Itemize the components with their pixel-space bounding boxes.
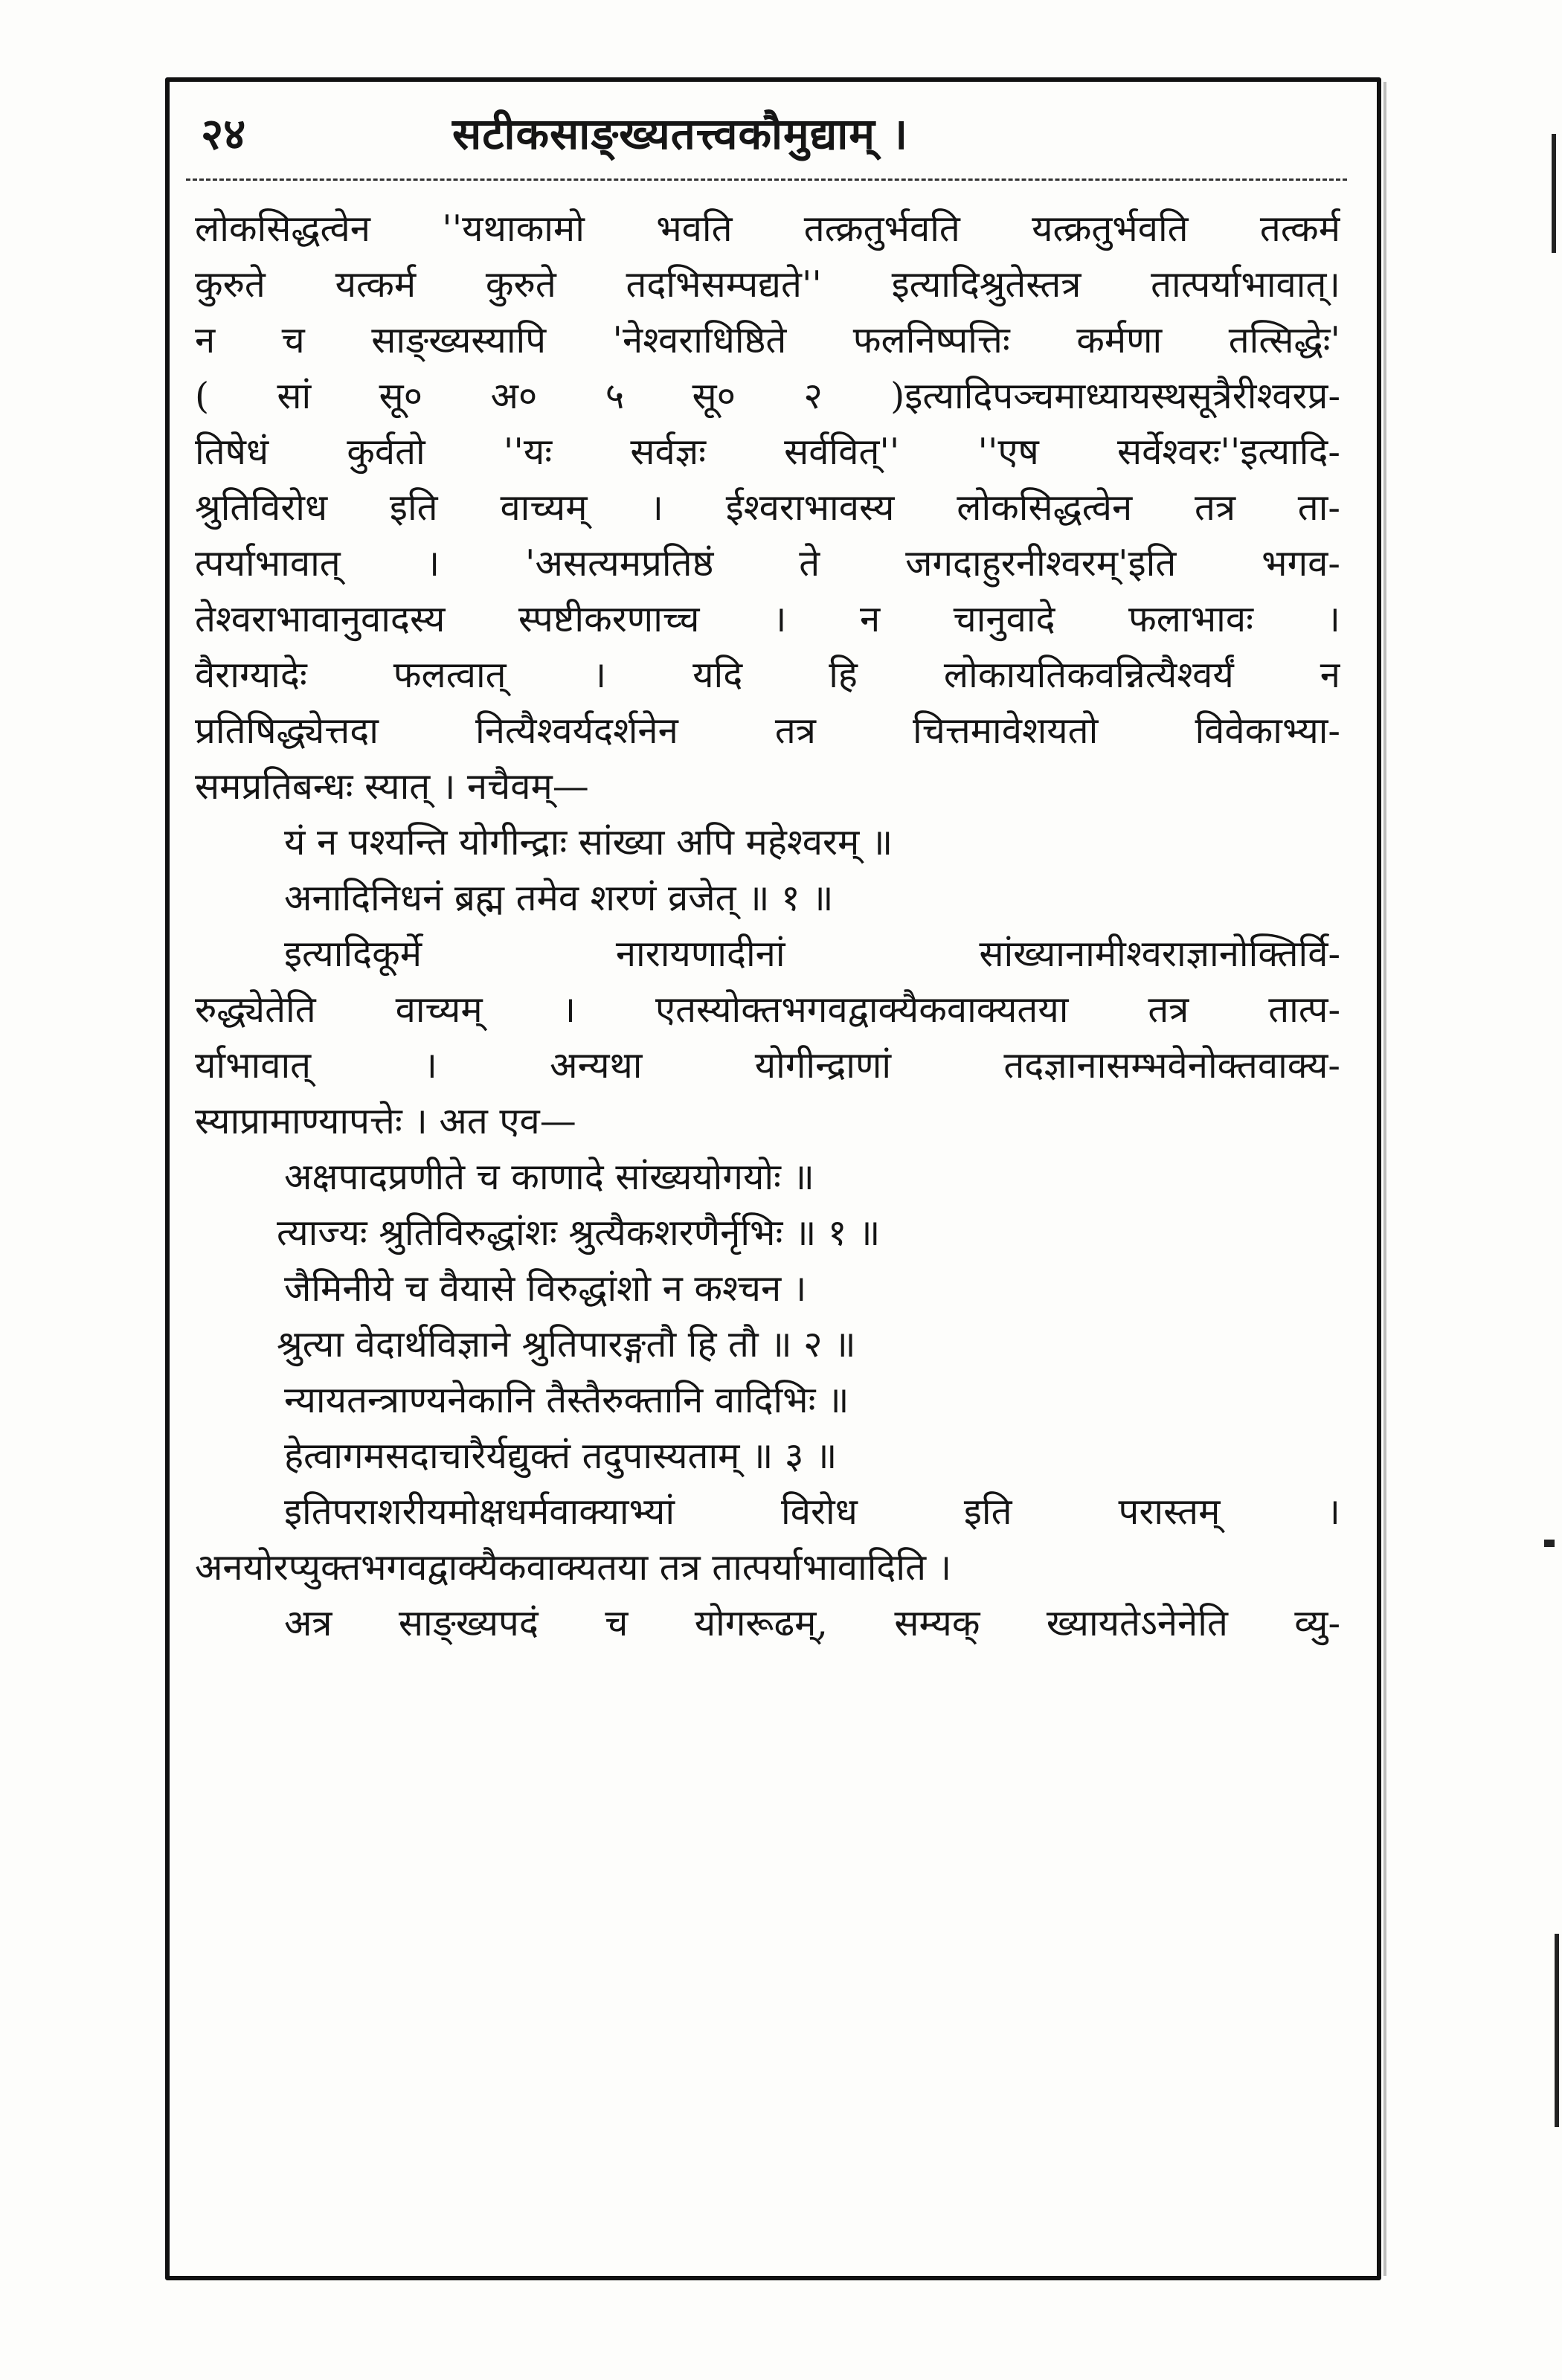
text-line: न च साङ्ख्यस्यापि 'नेश्वराधिष्ठिते फलनिष्पत्तिः कर्मणा तत्सिद्धेः' [195, 319, 1340, 361]
text-line: वैराग्यादेः फलत्वात् । यदि हि लोकायतिकवन्नित्यैश्वर्यं न [195, 654, 1340, 696]
text-line: समप्रतिबन्धः स्यात् । नचैवम्— [195, 765, 589, 808]
scan-edge-mark [1552, 134, 1556, 253]
text-line: इतिपराशरीयमोक्षधर्मवाक्याभ्यां विरोध इति परास्तम् । [284, 1490, 1340, 1533]
page-header [170, 82, 1377, 178]
text-line: त्पर्याभावात् । 'असत्यमप्रतिष्ठं ते जगदाहुरनीश्वरम्'इति भगव- [195, 542, 1340, 585]
scan-edge-mark [1555, 1934, 1559, 2127]
text-line: कुरुते यत्कर्म कुरुते तदभिसम्पद्यते'' इत्यादिश्रुतेस्तत्र तात्पर्याभावात्। [195, 263, 1340, 306]
page-border-frame [165, 77, 1381, 2280]
verse-line: अनादिनिधनं ब्रह्म तमेव शरणं व्रजेत् ॥ १ ॥ [284, 877, 834, 919]
header-dashed-rule [186, 178, 1347, 181]
text-line: तिषेधं कुर्वतो ''यः सर्वज्ञः सर्ववित्'' ''एष सर्वेश्वरः''इत्यादि- [195, 431, 1340, 473]
verse-line: श्रुत्या वेदार्थविज्ञाने श्रुतिपारङ्गतौ हि तौ ॥ २ ॥ [277, 1323, 856, 1366]
verse-line: त्याज्यः श्रुतिविरुद्धांशः श्रुत्यैकशरणैर्नृभिः ॥ १ ॥ [277, 1212, 881, 1254]
text-line: श्रुतिविरोध इति वाच्यम् । ईश्वराभावस्य लोकसिद्धत्वेन तत्र ता- [195, 486, 1340, 529]
text-line: रुद्ध्येतेति वाच्यम् । एतस्योक्तभगवद्वाक्यैकवाक्यतया तत्र तात्प- [195, 988, 1340, 1031]
text-line: प्रतिषिद्ध्येत्तदा नित्यैश्वर्यदर्शनेन तत्र चित्तमावेशयतो विवेकाभ्या- [195, 710, 1340, 752]
text-line: अत्र साङ्ख्यपदं च योगरूढम्, सम्यक् ख्यायतेऽनेनेति व्यु- [284, 1602, 1340, 1644]
text-line: लोकसिद्धत्वेन ''यथाकामो भवति तत्क्रतुर्भवति यत्क्रतुर्भवति तत्कर्म [195, 208, 1340, 250]
page-number: २४ [201, 109, 246, 159]
body-text [195, 201, 1340, 1651]
text-line: तेश्वराभावानुवादस्य स्पष्टीकरणाच्च । न चानुवादे फलाभावः । [195, 598, 1340, 640]
frame-shadow-line [1383, 82, 1386, 2276]
text-line: स्याप्रामाण्यापत्तेः । अत एव— [195, 1100, 576, 1142]
scan-edge-mark [1544, 1540, 1555, 1547]
verse-line: हेत्वागमसदाचारैर्यद्युक्तं तदुपास्यताम् ॥ ३ ॥ [284, 1435, 838, 1477]
verse-line: न्यायतन्त्राण्यनेकानि तैस्तैरुक्तानि वादिभिः ॥ [284, 1379, 849, 1421]
verse-line: अक्षपादप्रणीते च काणादे सांख्ययोगयोः ॥ [284, 1156, 814, 1198]
verse-line: यं न पश्यन्ति योगीन्द्राः सांख्या अपि महेश्वरम् ॥ [284, 821, 893, 863]
text-line: ( सां सू० अ० ५ सू० २ )इत्यादिपञ्चमाध्यायस्थसूत्रैरीश्वरप्र- [195, 375, 1340, 417]
running-title: सटीकसाङ्ख्यतत्त्वकौमुद्याम् । [452, 109, 909, 159]
text-line: अनयोरप्युक्तभगवद्वाक्यैकवाक्यतया तत्र तात्पर्याभावादिति । [195, 1546, 952, 1589]
text-line: इत्यादिकूर्मे नारायणादीनां सांख्यानामीश्वराज्ञानोक्तिर्वि- [284, 933, 1340, 975]
text-line: र्याभावात् । अन्यथा योगीन्द्राणां तदज्ञानासम्भवेनोक्तवाक्य- [195, 1044, 1340, 1087]
verse-line: जैमिनीये च वैयासे विरुद्धांशो न कश्चन । [284, 1267, 807, 1310]
